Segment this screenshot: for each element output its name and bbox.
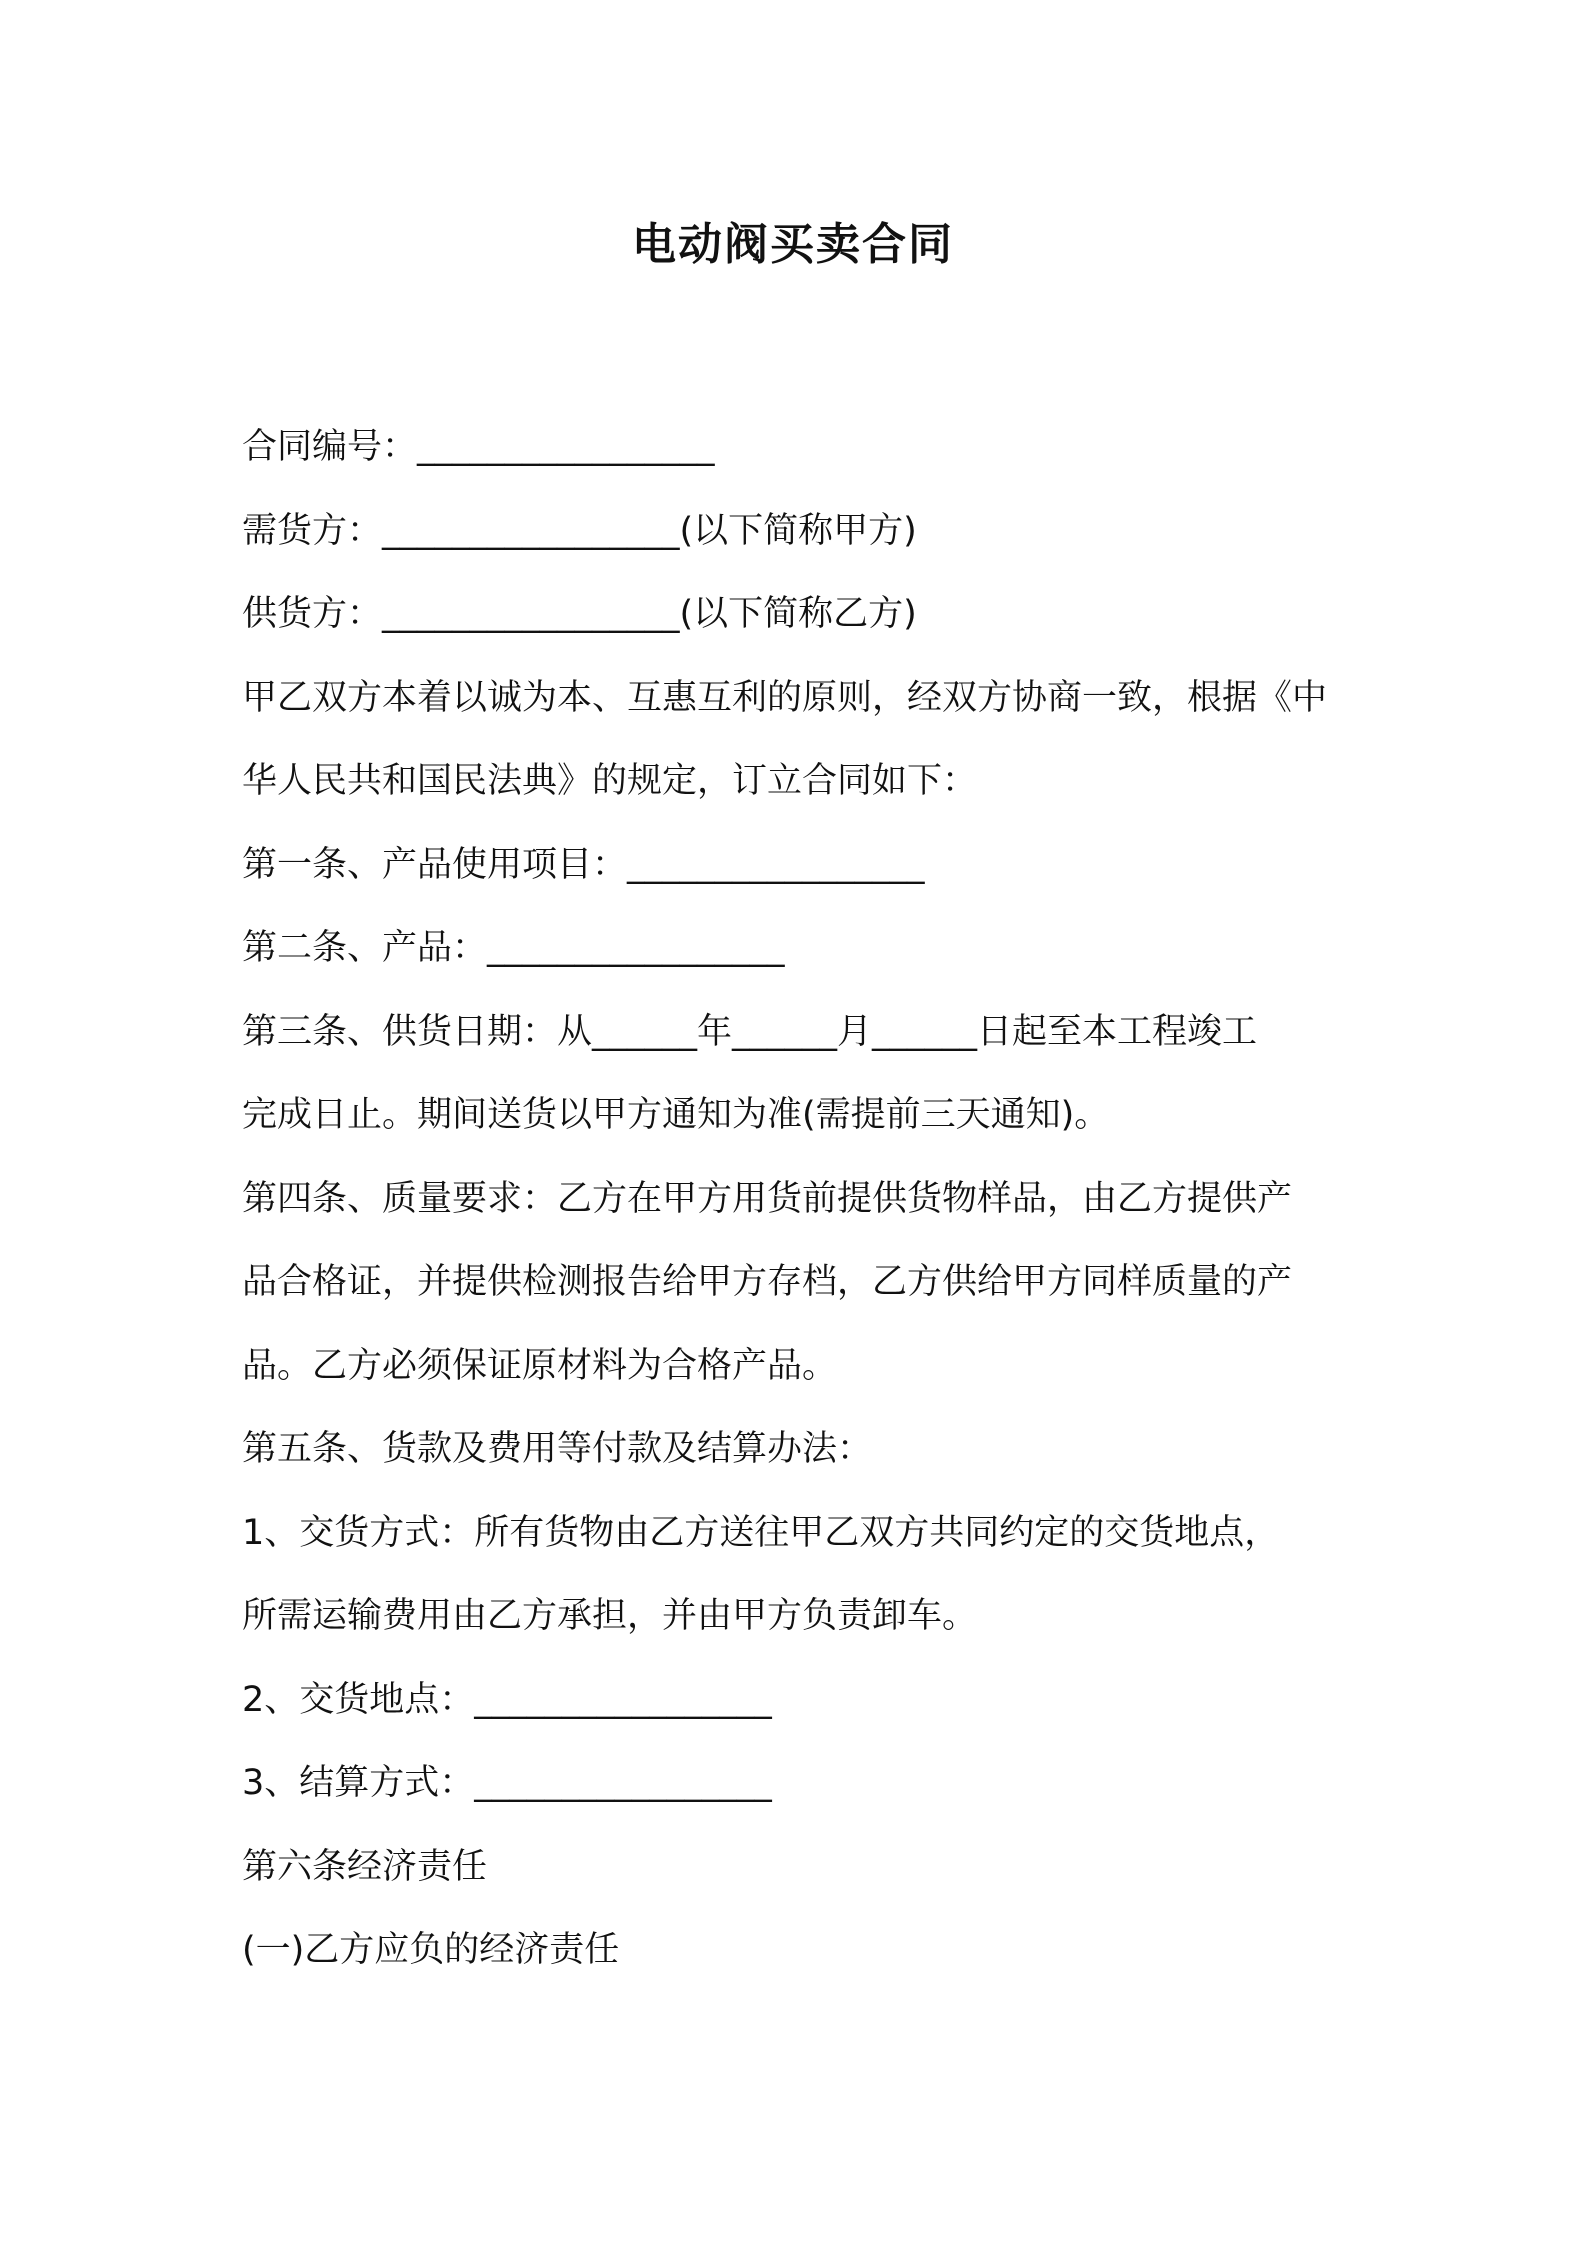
article-6-line: 第六条经济责任 [242,1846,488,1887]
document-body [242,406,1362,1993]
settlement-method-line: 3、结算方式：_________________ [242,1763,772,1803]
preamble-line-1: 甲乙双方本着以诚为本、互惠互利的原则，经双方协商一致，根据《中 [242,677,1328,718]
delivery-method-line-1: 1、交货方式：所有货物由乙方送往甲乙双方共同约定的交货地点， [242,1512,1280,1553]
article-4-line-1: 第四条、质量要求：乙方在甲方用货前提供货物样品，由乙方提供产 [242,1178,1293,1219]
article-1-line: 第一条、产品使用项目：_________________ [242,844,925,885]
preamble-line-2: 华人民共和国民法典》的规定，订立合同如下： [242,761,978,801]
article-2-line: 第二条、产品：_________________ [242,928,785,968]
document-title: 电动阀买卖合同 [632,219,954,270]
delivery-method-line-2: 所需运输费用由乙方承担，并由甲方负责卸车。 [242,1596,978,1636]
article-4-line-3: 品。乙方必须保证原材料为合格产品。 [242,1345,838,1386]
article-5-line: 第五条、货款及费用等付款及结算办法： [242,1429,873,1469]
article-3-line-2: 完成日止。期间送货以甲方通知为准(需提前三天通知)。 [242,1095,1110,1135]
party-b-liability-line: (一)乙方应负的经济责任 [242,1930,620,1970]
supplier-line: 供货方：_________________(以下简称乙方) [242,594,917,634]
contract-number-line: 合同编号：_________________ [242,427,715,467]
article-3-line-1: 第三条、供货日期：从______年______月______日起至本工程竣工 [242,1011,1258,1052]
buyer-line: 需货方：_________________(以下简称甲方) [242,510,917,551]
article-4-line-2: 品合格证，并提供检测报告给甲方存档，乙方供给甲方同样质量的产 [242,1262,1293,1302]
delivery-location-line: 2、交货地点：_________________ [242,1679,772,1720]
